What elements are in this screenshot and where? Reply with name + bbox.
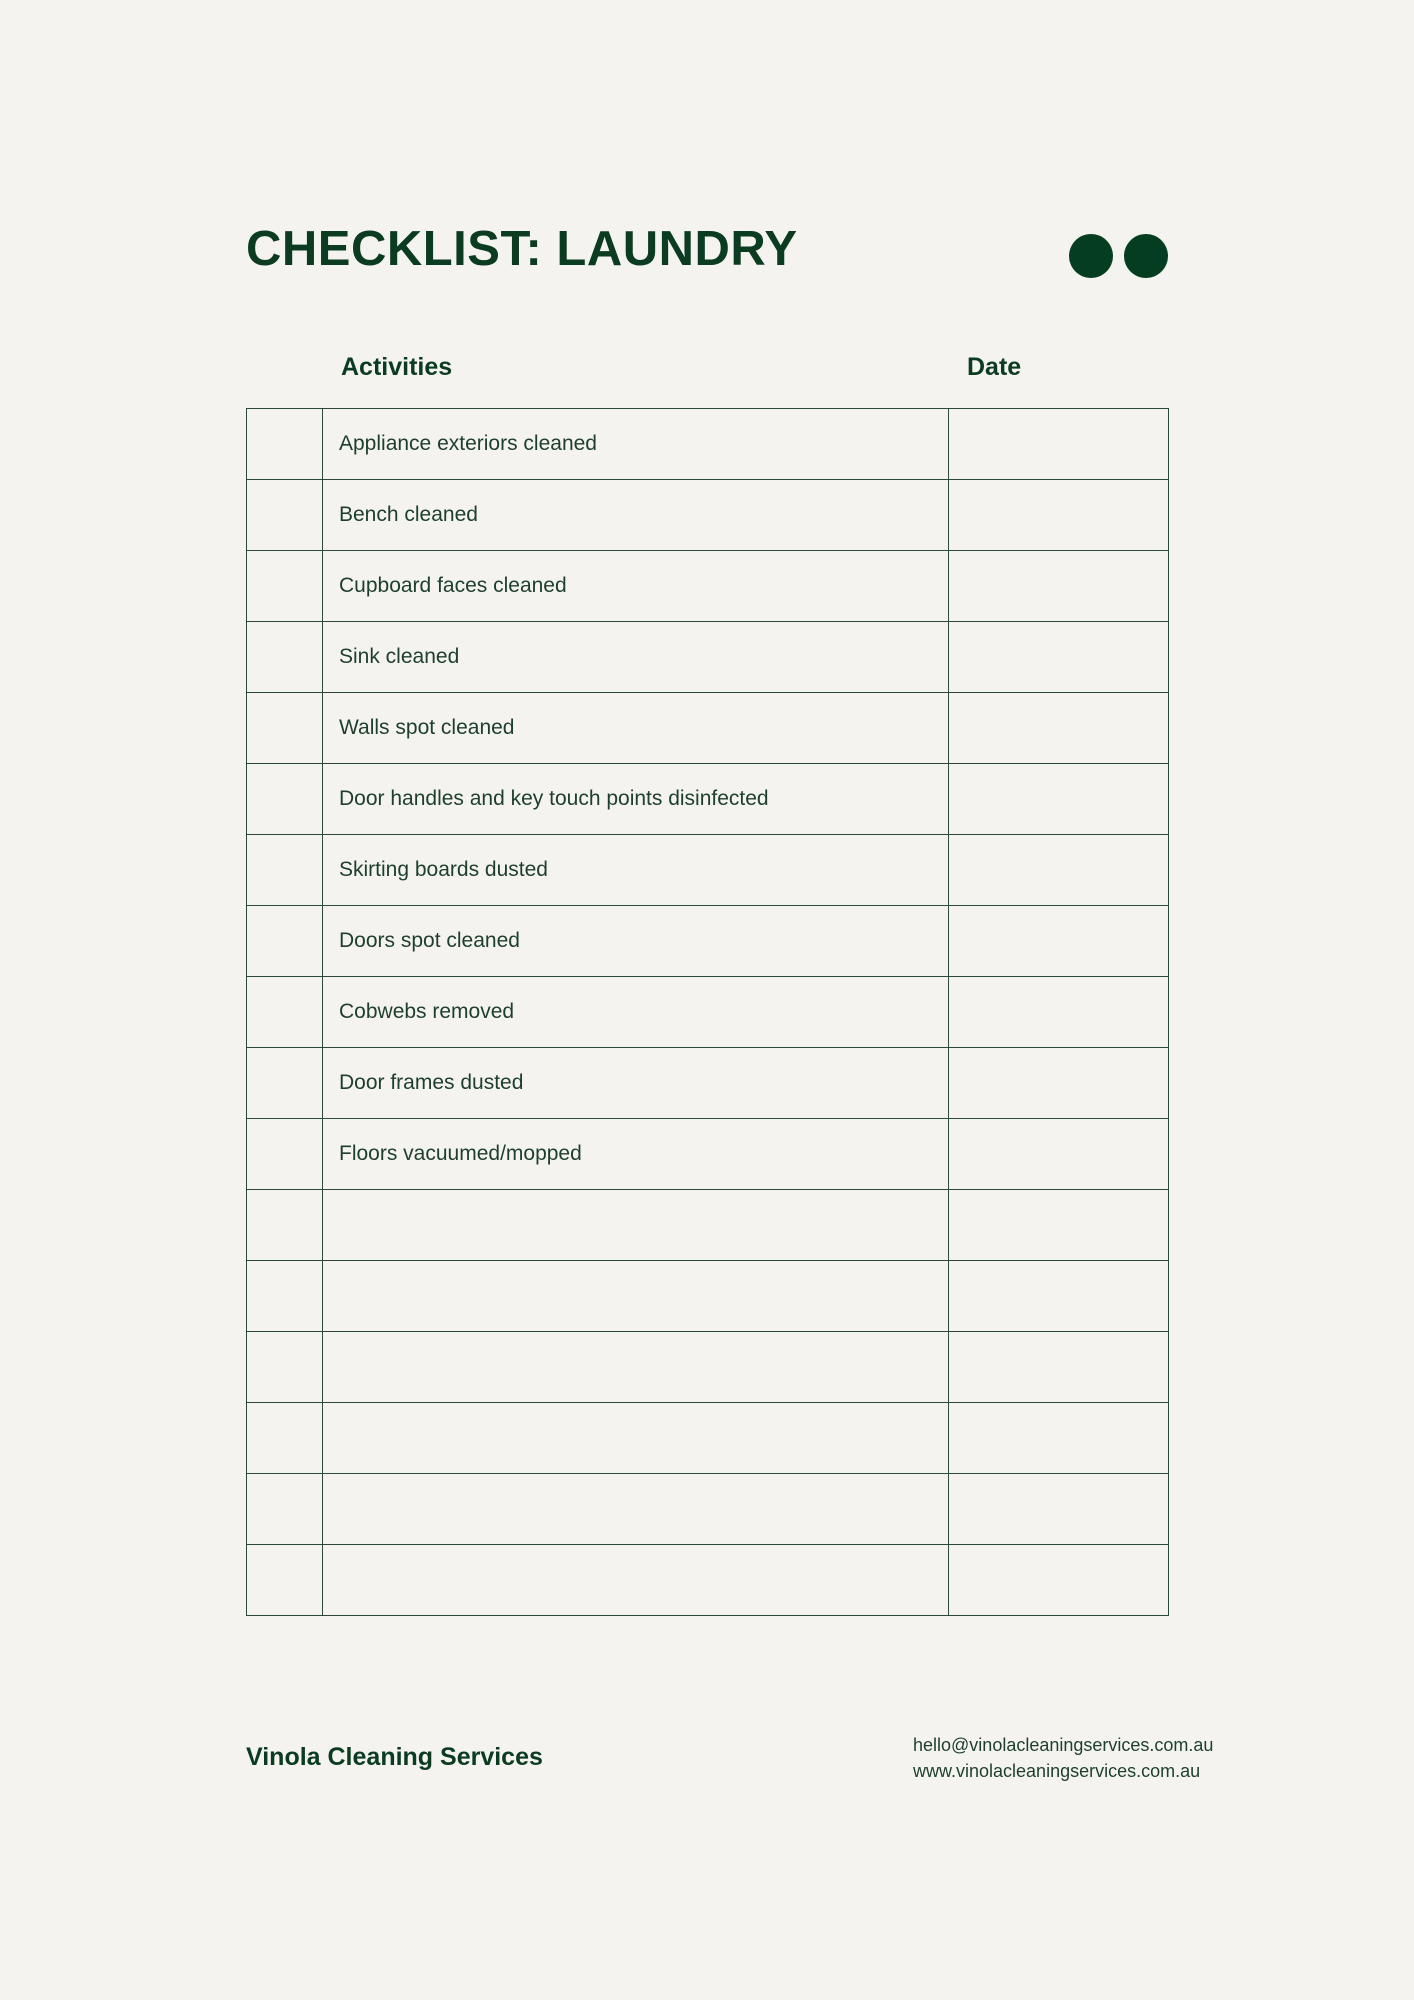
date-cell[interactable]: [949, 409, 1169, 480]
table-row: [247, 1261, 1169, 1332]
checkbox-cell[interactable]: [247, 693, 323, 764]
decorative-dot-left: [1069, 234, 1113, 278]
company-name: Vinola Cleaning Services: [246, 1743, 543, 1771]
table-row: [247, 551, 1169, 622]
date-cell[interactable]: [949, 480, 1169, 551]
date-cell[interactable]: [949, 1119, 1169, 1190]
checkbox-cell[interactable]: [247, 1119, 323, 1190]
table-row: [247, 409, 1169, 480]
column-header-activities: Activities: [341, 353, 453, 381]
contact-email: hello@vinolacleaningservices.com.au: [913, 1735, 1214, 1755]
activity-cell: [323, 1474, 949, 1545]
checkbox-cell[interactable]: [247, 906, 323, 977]
activity-cell: Cobwebs removed: [323, 977, 949, 1048]
table-row: [247, 480, 1169, 551]
activity-cell: Doors spot cleaned: [323, 906, 949, 977]
checkbox-cell[interactable]: [247, 622, 323, 693]
date-cell[interactable]: [949, 551, 1169, 622]
table-row: [247, 622, 1169, 693]
table-row: [247, 1474, 1169, 1545]
checkbox-cell[interactable]: [247, 1048, 323, 1119]
activity-cell: Door handles and key touch points disinfected: [323, 764, 949, 835]
page-title: CHECKLIST: LAUNDRY: [246, 222, 798, 276]
table-row: [247, 1048, 1169, 1119]
checkbox-cell[interactable]: [247, 835, 323, 906]
decorative-dot-right: [1124, 234, 1168, 278]
activity-cell: Bench cleaned: [323, 480, 949, 551]
checkbox-cell[interactable]: [247, 409, 323, 480]
checkbox-cell[interactable]: [247, 480, 323, 551]
date-cell[interactable]: [949, 693, 1169, 764]
table-row: [247, 693, 1169, 764]
checkbox-cell[interactable]: [247, 1332, 323, 1403]
activity-cell: Door frames dusted: [323, 1048, 949, 1119]
table-row: [247, 1545, 1169, 1616]
activity-cell: Appliance exteriors cleaned: [323, 409, 949, 480]
activity-cell: [323, 1403, 949, 1474]
date-cell[interactable]: [949, 1048, 1169, 1119]
checkbox-cell[interactable]: [247, 551, 323, 622]
date-cell[interactable]: [949, 1403, 1169, 1474]
activity-cell: Walls spot cleaned: [323, 693, 949, 764]
table-row: [247, 764, 1169, 835]
date-cell[interactable]: [949, 1332, 1169, 1403]
activity-cell: Floors vacuumed/mopped: [323, 1119, 949, 1190]
date-cell[interactable]: [949, 764, 1169, 835]
table-row: [247, 835, 1169, 906]
date-cell[interactable]: [949, 1474, 1169, 1545]
table-row: [247, 1119, 1169, 1190]
activity-cell: [323, 1261, 949, 1332]
table-row: [247, 1190, 1169, 1261]
table-row: [247, 1332, 1169, 1403]
activity-cell: [323, 1332, 949, 1403]
table-row: [247, 906, 1169, 977]
checkbox-cell[interactable]: [247, 977, 323, 1048]
date-cell[interactable]: [949, 1261, 1169, 1332]
checkbox-cell[interactable]: [247, 1190, 323, 1261]
table-row: [247, 1403, 1169, 1474]
date-cell[interactable]: [949, 1190, 1169, 1261]
checkbox-cell[interactable]: [247, 1545, 323, 1616]
activity-cell: Cupboard faces cleaned: [323, 551, 949, 622]
column-header-date: Date: [967, 353, 1022, 381]
date-cell[interactable]: [949, 1545, 1169, 1616]
activity-cell: [323, 1545, 949, 1616]
table-row: [247, 977, 1169, 1048]
activity-cell: Skirting boards dusted: [323, 835, 949, 906]
date-cell[interactable]: [949, 622, 1169, 693]
date-cell[interactable]: [949, 977, 1169, 1048]
contact-website: www.vinolacleaningservices.com.au: [913, 1761, 1201, 1781]
checkbox-cell[interactable]: [247, 1474, 323, 1545]
date-cell[interactable]: [949, 835, 1169, 906]
checkbox-cell[interactable]: [247, 1403, 323, 1474]
activity-cell: Sink cleaned: [323, 622, 949, 693]
checklist-table: [246, 408, 1169, 1616]
checkbox-cell[interactable]: [247, 1261, 323, 1332]
activity-cell: [323, 1190, 949, 1261]
checkbox-cell[interactable]: [247, 764, 323, 835]
date-cell[interactable]: [949, 906, 1169, 977]
